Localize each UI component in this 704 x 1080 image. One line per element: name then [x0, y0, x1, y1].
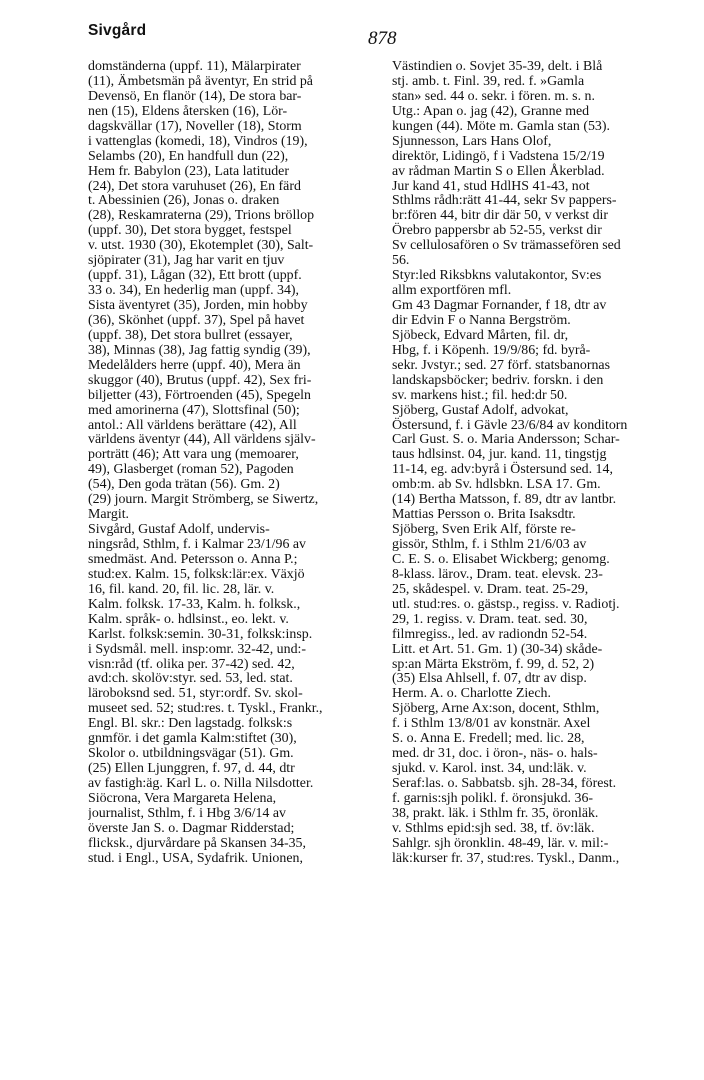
text-line: dir Edvin F o Nanna Bergström. — [392, 312, 571, 328]
text-line: (28), Reskamraterna (29), Trions bröllop — [88, 208, 315, 224]
text-line: f. i Sthlm 13/8/01 av konstnär. Axel — [392, 716, 591, 732]
text-line: 11-14, eg. adv:byrå i Östersund sed. 14, — [392, 462, 613, 478]
text-line: Siöcrona, Vera Margareta Helena, — [88, 790, 277, 806]
text-line: Sjöberg, Arne Ax:son, docent, Sthlm, — [392, 701, 600, 717]
text-line: (29) journ. Margit Strömberg, se Siwertz, — [88, 492, 319, 508]
text-line: Karlst. folksk:semin. 30-31, folksk:insp. — [88, 626, 313, 642]
text-line: flicksk., djurvårdare på Skansen 34-35, — [88, 835, 306, 851]
text-line: 8-klass. lärov., Dram. teat. elevsk. 23- — [392, 566, 603, 582]
running-head: Sivgård — [88, 22, 147, 39]
text-line: Sahlgr. sjh öronklin. 48-49, lär. v. mil:- — [392, 835, 609, 851]
text-line: antol.: All världens berättare (42), All — [88, 417, 297, 433]
text-line: ningsråd, Sthlm, f. i Kalmar 23/1/96 av — [88, 537, 306, 552]
text-line: C. E. S. o. Elisabet Wickberg; genomg. — [392, 551, 610, 567]
left-column — [88, 60, 378, 867]
text-line: läroboksnd sed. 51, styr:ordf. Sv. skol- — [88, 686, 303, 702]
text-line: stan» sed. 44 o. sekr. i fören. m. s. n. — [392, 88, 595, 104]
text-line: Margit. — [88, 507, 130, 523]
text-line: landskapsböcker; bedriv. forskn. i den — [392, 372, 604, 388]
text-line: världens äventyr (44), All världens själv- — [88, 432, 316, 448]
text-line: 29, 1. regiss. v. Dram. teat. sed. 30, — [392, 611, 588, 627]
text-line: 25, skådespel. v. Dram. teat. 25-29, — [392, 581, 589, 597]
text-line: (35) Elsa Ahlsell, f. 07, dtr av disp. — [392, 671, 587, 687]
text-line: Kalm. folksk. 17-33, Kalm. h. folksk., — [88, 596, 301, 612]
text-line: Sthlms rådh:rätt 41-44, sekr Sv pappers- — [392, 193, 617, 209]
text-line: (uppf. 38), Det stora bullret (essayer, — [88, 327, 293, 343]
text-line: avd:ch. skolöv:styr. sed. 53, led. stat. — [88, 671, 293, 687]
text-line: Östersund, f. i Gävle 23/6/84 av konditorn — [392, 417, 628, 433]
text-line: skuggor (40), Brutus (uppf. 42), Sex fri- — [88, 372, 312, 388]
text-line: gnmför. i det gamla Kalm:stiftet (30), — [88, 731, 297, 747]
text-line: Selambs (20), En handfull dun (22), — [88, 148, 289, 164]
text-line: läk:kurser fr. 37, stud:res. Tyskl., Danm., — [392, 850, 620, 866]
text-line: 33 o. 34), En hederlig man (uppf. 34), — [88, 283, 300, 299]
text-line: br:fören 44, bitr dir där 50, v verkst dir — [392, 208, 609, 224]
text-line: v. Sthlms epid:sjh sed. 38, tf. öv:läk. — [392, 820, 595, 836]
text-line: (uppf. 31), Lågan (32), Ett brott (uppf. — [88, 268, 302, 284]
text-line: Carl Gust. S. o. Maria Andersson; Schar- — [392, 432, 620, 448]
text-line: Styr:led Riksbkns valutakontor, Sv:es — [392, 268, 602, 284]
text-line: nen (15), Eldens återsken (16), Lör- — [88, 103, 288, 119]
text-line: (36), Skönhet (uppf. 37), Spel på havet — [88, 312, 305, 328]
text-line: visn:råd (tf. olika per. 37-42) sed. 42, — [88, 656, 295, 672]
text-line: Mattias Persson o. Brita Isaksdtr. — [392, 507, 576, 523]
text-line: direktör, Lidingö, f i Vadstena 15/2/19 — [392, 148, 605, 164]
text-line: Medelålders herre (uppf. 40), Mera än — [88, 357, 301, 373]
text-line: (24), Det stora varuhuset (26), En färd — [88, 178, 301, 194]
text-line: sekr. Jvstyr.; sed. 27 förf. statsbanornas — [392, 357, 610, 373]
text-line: i Sydsmål. mell. insp:omr. 32-42, und:- — [88, 641, 307, 657]
text-line: sjöpirater (31), Jag har varit en tjuv — [88, 253, 285, 269]
text-line: gissör, Sthlm, f. i Sthlm 21/6/03 av — [392, 537, 587, 552]
text-line: 16, fil. kand. 20, fil. lic. 28, lär. v. — [88, 581, 275, 597]
text-line: Skolor o. utbildningsvägar (51). Gm. — [88, 746, 294, 762]
text-line: Utg.: Apan o. jag (42), Granne med — [392, 103, 590, 119]
text-line: (uppf. 30), Det stora bygget, festspel — [88, 223, 292, 239]
text-line: överste Jan S. o. Dagmar Ridderstad; — [88, 820, 295, 836]
text-line: Sjöberg, Sven Erik Alf, förste re- — [392, 522, 576, 538]
text-line: omb:m. ab Sv. hdlsbkn. LSA 17. Gm. — [392, 477, 601, 493]
text-line: (25) Ellen Ljunggren, f. 97, d. 44, dtr — [88, 761, 295, 777]
text-line: smedmäst. And. Petersson o. Anna P.; — [88, 551, 298, 567]
text-line: porträtt (46); Att vara ung (memoarer, — [88, 447, 299, 463]
text-line: f. garnis:sjh polikl. f. öronsjukd. 36- — [392, 790, 594, 806]
text-line: journalist, Sthlm, f. i Hbg 3/6/14 av — [88, 805, 286, 821]
text-line: filmregiss., led. av radiondn 52-54. — [392, 626, 588, 642]
text-line: Engl. Bl. skr.: Den lagstadg. folksk:s — [88, 716, 293, 732]
text-line: Jur kand 41, stud HdlHS 41-43, not — [392, 178, 590, 194]
text-line: Sjöberg, Gustaf Adolf, advokat, — [392, 402, 569, 418]
text-line: i vattenglas (komedi, 18), Vindros (19), — [88, 133, 308, 149]
text-line: (54), Den goda trätan (56). Gm. 2) — [88, 477, 280, 493]
text-line: stj. amb. t. Finl. 39, red. f. »Gamla — [392, 73, 585, 89]
text-line: Sivgård, Gustaf Adolf, undervis- — [88, 522, 270, 538]
text-line: domständerna (uppf. 11), Mälarpirater — [88, 60, 301, 74]
text-line: med amorinerna (47), Slottsfinal (50); — [88, 402, 300, 418]
text-line: sv. markens hist.; fil. hed:dr 50. — [392, 387, 568, 403]
text-line: Sista äventyret (35), Jorden, min hobby — [88, 298, 308, 313]
text-line: 38), Minnas (38), Jag fattig syndig (39), — [88, 342, 311, 358]
text-line: dagskvällar (17), Noveller (18), Storm — [88, 118, 302, 134]
text-line: kungen (44). Möte m. Gamla stan (53). — [392, 118, 610, 134]
text-line: med. dr 31, doc. i öron-, näs- o. hals- — [392, 746, 598, 762]
text-line: av fastigh:äg. Karl L. o. Nilla Nilsdotter. — [88, 776, 314, 791]
text-line: stud:ex. Kalm. 15, folksk:lär:ex. Växjö — [88, 566, 305, 582]
text-line: S. o. Anna E. Fredell; med. lic. 28, — [392, 731, 585, 747]
text-line: biljetter (43), Förtroenden (45), Spegeln — [88, 387, 311, 403]
text-line: (11), Ämbetsmän på äventyr, En strid på — [88, 73, 313, 89]
text-line: Litt. et Art. 51. Gm. 1) (30-34) skåde- — [392, 641, 603, 657]
text-line: (14) Bertha Matsson, f. 89, dtr av lantbr. — [392, 492, 617, 508]
text-line: Kalm. språk- o. hdlsinst., eo. lekt. v. — [88, 611, 289, 627]
text-line: sp:an Märta Ekström, f. 99, d. 52, 2) — [392, 656, 595, 672]
text-line: Sjöbeck, Edvard Mårten, fil. dr, — [392, 327, 569, 343]
text-line: Västindien o. Sovjet 35-39, delt. i Blå — [392, 60, 603, 74]
text-line: Gm 43 Dagmar Fornander, f 18, dtr av — [392, 298, 607, 313]
text-line: taus hdlsinst. 04, jur. kand. 11, tingstjg — [392, 447, 607, 463]
text-line: Hbg, f. i Köpenh. 19/9/86; fd. byrå- — [392, 342, 591, 358]
text-line: Herm. A. o. Charlotte Ziech. — [392, 686, 551, 702]
text-line: Hem fr. Babylon (23), Lata latituder — [88, 163, 289, 179]
text-line: museet sed. 52; stud:res. t. Tyskl., Frankr., — [88, 701, 323, 717]
right-column — [392, 60, 702, 867]
text-line: utl. stud:res. o. gästsp., regiss. v. Radiotj. — [392, 596, 620, 612]
text-line: stud. i Engl., USA, Sydafrik. Unionen, — [88, 850, 303, 866]
text-line: sjukd. v. Karol. inst. 34, und:läk. v. — [392, 761, 587, 777]
text-line: av rådman Martin S o Ellen Åkerblad. — [392, 163, 605, 179]
text-line: v. utst. 1930 (30), Ekotemplet (30), Salt- — [88, 238, 314, 254]
text-line: Sjunnesson, Lars Hans Olof, — [392, 133, 552, 149]
page-number: 878 — [368, 28, 397, 49]
text-line: 49), Glasberget (roman 52), Pagoden — [88, 462, 294, 478]
text-line: t. Abessinien (26), Jonas o. draken — [88, 193, 280, 209]
text-line: 56. — [392, 253, 410, 269]
text-line: Sv cellulosafören o Sv trämassefören sed — [392, 238, 621, 254]
text-line: Örebro pappersbr ab 52-55, verkst dir — [392, 223, 602, 239]
text-line: Devensö, En flanör (14), De stora bar- — [88, 88, 302, 104]
text-line: allm exportfören mfl. — [392, 283, 512, 299]
text-line: Seraf:las. o. Sabbatsb. sjh. 28-34, förest. — [392, 776, 617, 791]
text-line: 38, prakt. läk. i Sthlm fr. 35, öronläk. — [392, 805, 599, 821]
